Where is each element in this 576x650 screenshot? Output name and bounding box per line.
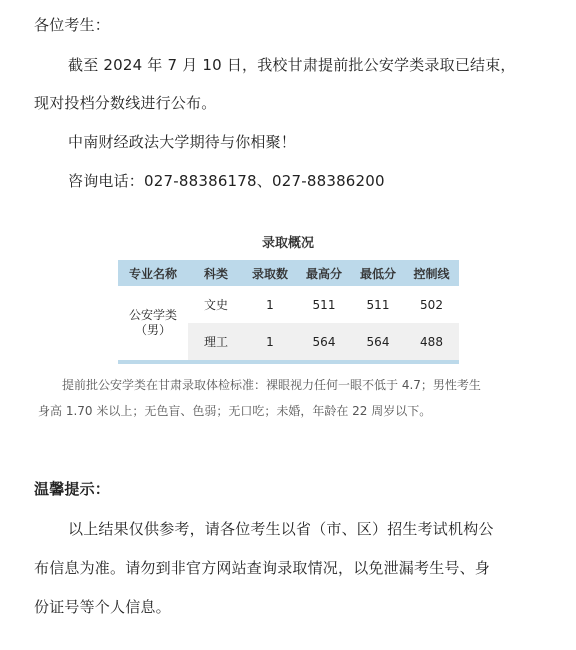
count-cell: 1 (244, 323, 296, 362)
announcement-line-2: 现对投档分数线进行公布。 (34, 94, 217, 112)
major-cell (118, 286, 188, 362)
note-line-2: 身高 1.70 米以上；无色盲、色弱；无口吃；未婚，年龄在 22 周岁以下。 (38, 404, 432, 418)
header-count: 录取数 (244, 260, 296, 286)
table-row (118, 286, 459, 323)
max-score-cell: 511 (312, 297, 336, 312)
contact-phones: 咨询电话：027-88386178、027-88386200 (68, 172, 385, 190)
note-line-1: 提前批公安学类在甘肃录取体检标准：裸眼视力任何一眼不低于 4.7；男性考生 (62, 378, 481, 392)
max-score-cell: 564 (296, 323, 352, 362)
header-control-line: 控制线 (404, 260, 459, 286)
reminder-title: 温馨提示： (34, 480, 111, 498)
reminder-line-3: 份证号等个人信息。 (34, 598, 171, 616)
header-major: 专业名称 (118, 260, 188, 286)
reminder-line-1: 以上结果仅供参考，请各位考生以省（市、区）招生考试机构公 (68, 520, 494, 538)
welcome-text: 中南财经政法大学期待与你相聚！ (68, 133, 297, 151)
count-cell: 1 (266, 297, 274, 312)
min-score-cell: 511 (366, 297, 390, 312)
control-line-cell: 502 (420, 297, 443, 312)
min-score-cell: 564 (352, 323, 404, 362)
greeting: 各位考生： (34, 16, 111, 34)
physical-standard-note (38, 372, 558, 424)
major-note: （男） (134, 323, 171, 337)
table-header-row (118, 260, 459, 286)
announcement-line-1: 截至 2024 年 7 月 10 日，我校甘肃提前批公安学类录取已结束， (68, 56, 516, 74)
control-line-cell: 488 (404, 323, 459, 362)
header-category: 科类 (188, 260, 244, 286)
reminder-line-2: 布信息为准。请勿到非官方网站查询录取情况，以免泄漏考生号、身 (34, 559, 491, 577)
major-name: 公安学类 (128, 308, 177, 322)
header-min-score: 最低分 (352, 260, 404, 286)
category-cell: 文史 (203, 298, 228, 312)
admission-table (118, 260, 459, 364)
category-cell: 理工 (188, 323, 244, 362)
header-max-score: 最高分 (296, 260, 352, 286)
table-title: 录取概况 (261, 236, 314, 251)
